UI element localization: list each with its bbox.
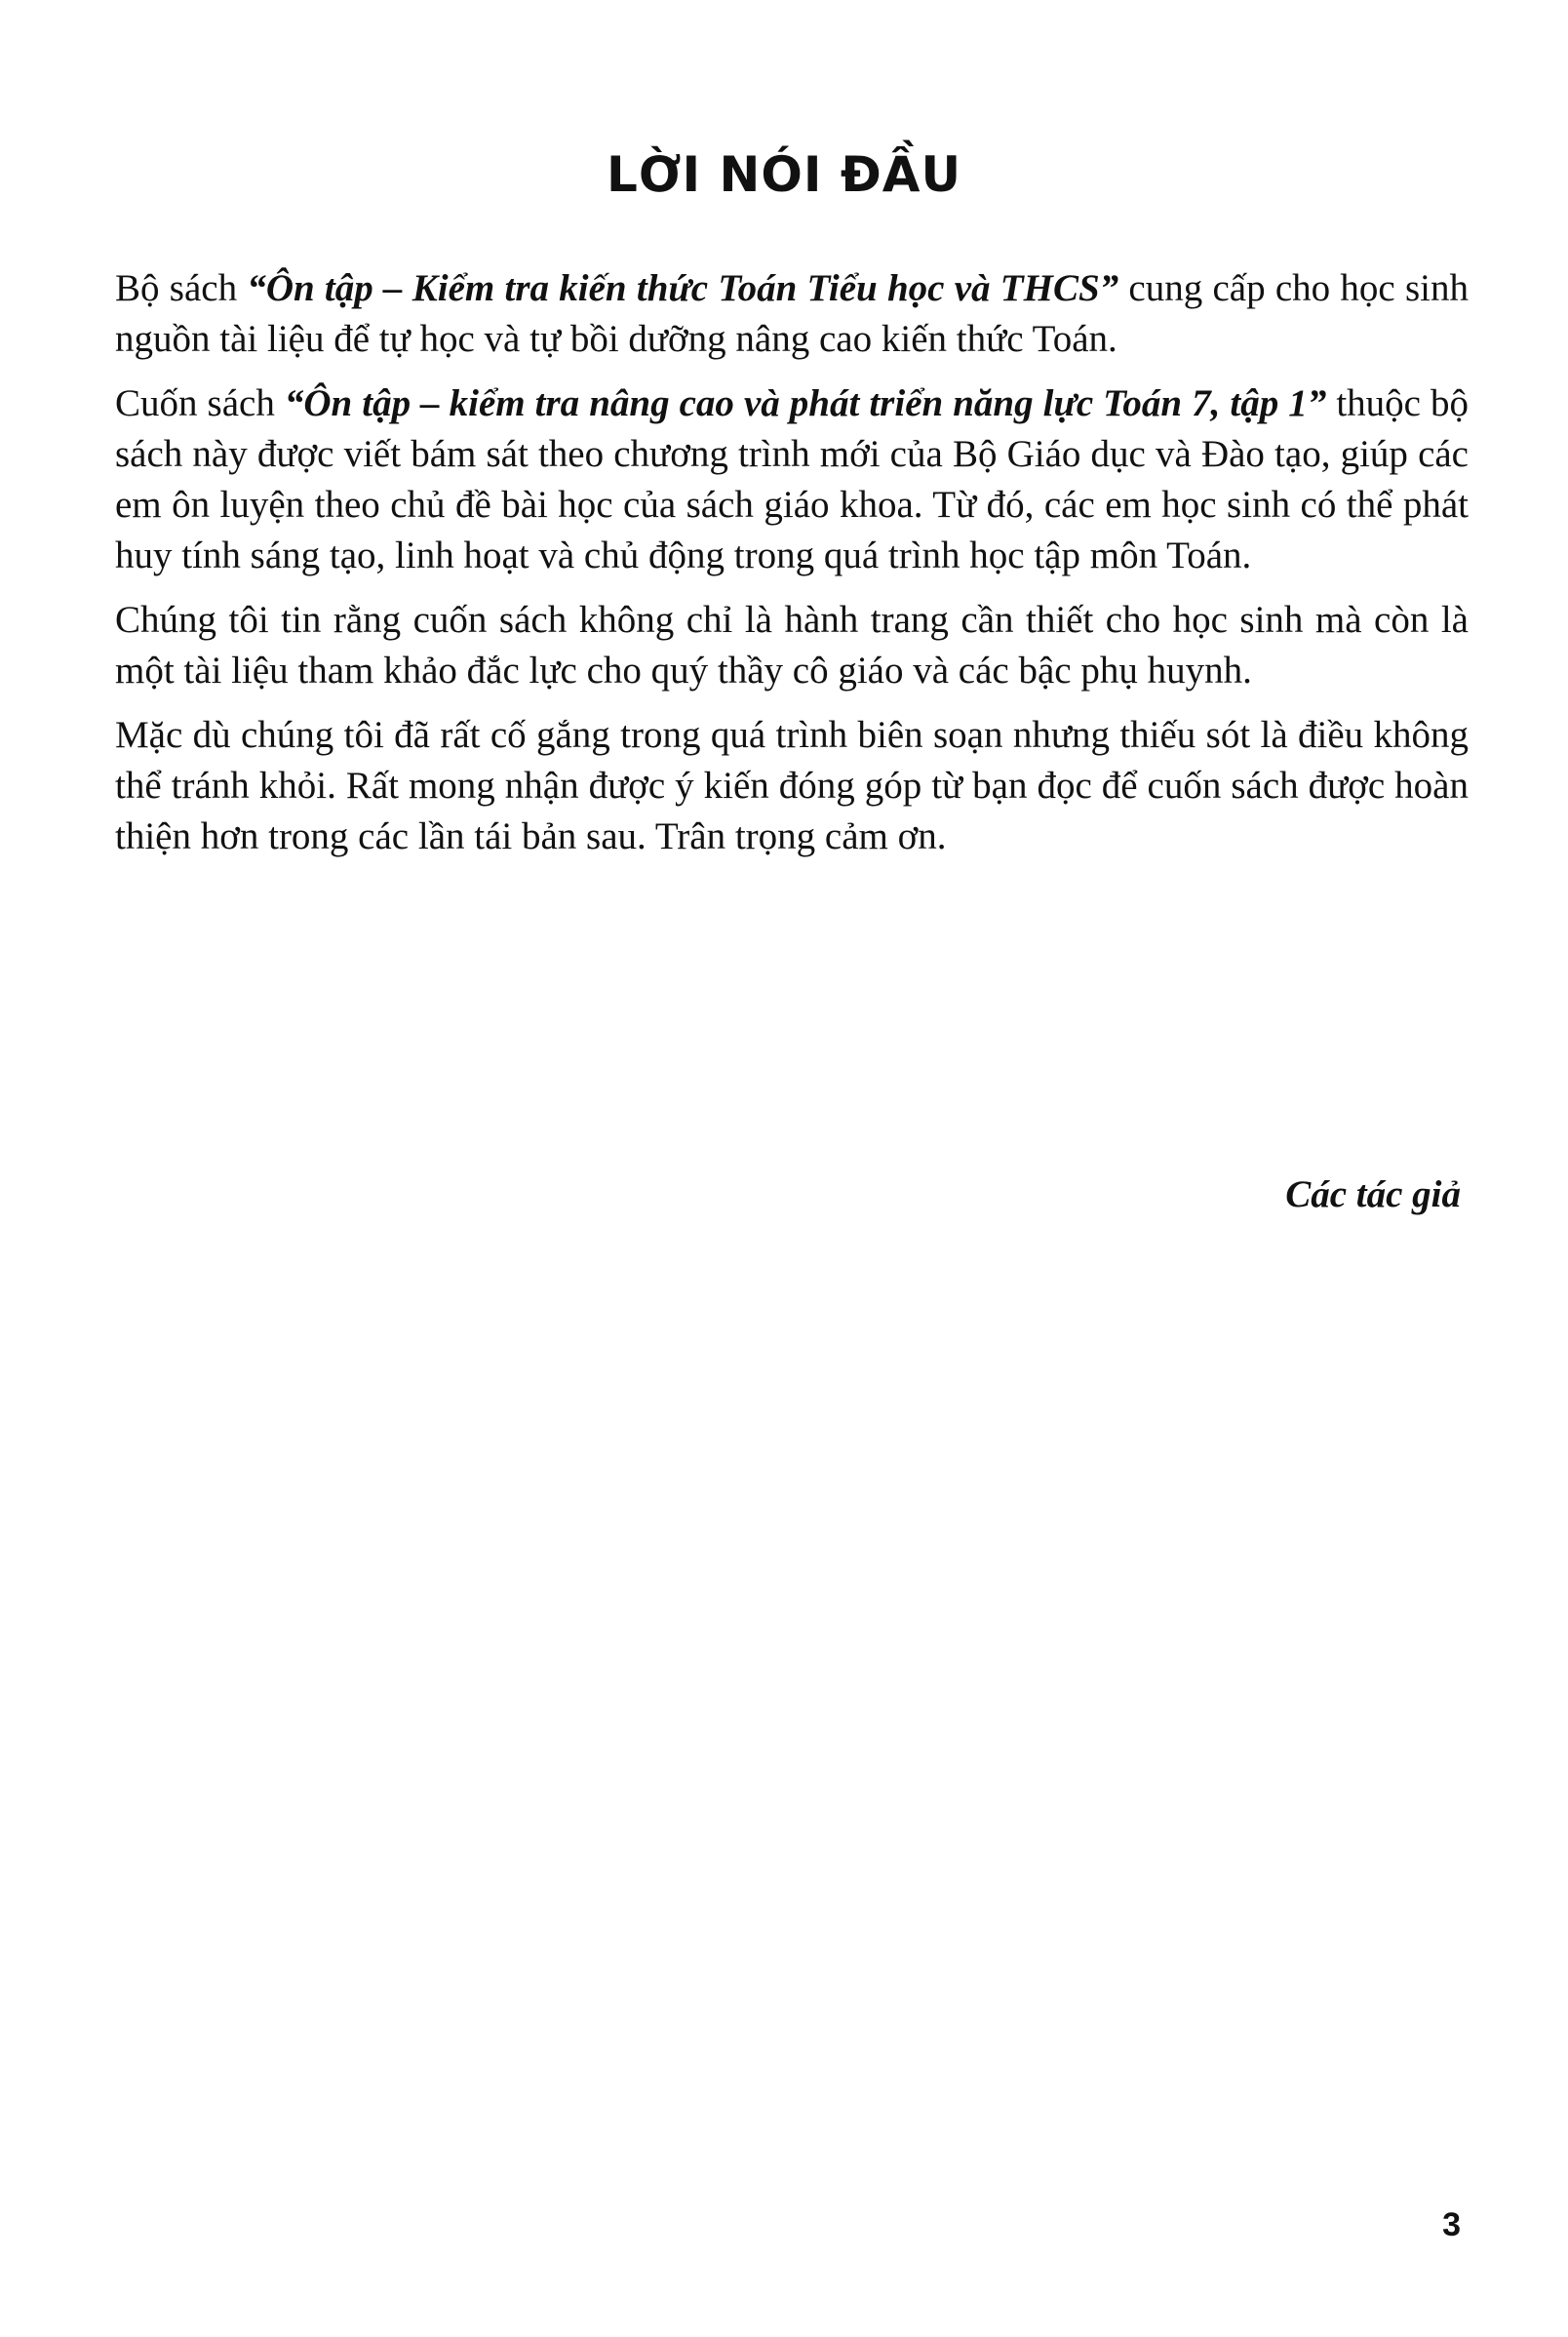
- paragraph-2: [115, 378, 1469, 581]
- page-title: LỜI NÓI ĐẦU: [606, 146, 962, 203]
- paragraph-text: thuộc bộ sách này được viết bám sát theo chương trình mới của Bộ Giáo dục và Đào tạo, giúp các em ôn luyện theo chủ đề bài học của sách giáo khoa. Từ đó, các em học sinh có thể phát huy tính sáng tạo, linh hoạt và chủ động trong quá trình học tập môn Toán.: [115, 382, 1470, 576]
- paragraph-3: [115, 595, 1469, 696]
- paragraph-text: Cuốn sách: [115, 382, 285, 424]
- book-series-title: “Ôn tập – Kiểm tra kiến thức Toán Tiểu học và THCS”: [247, 267, 1119, 309]
- paragraph-text: Bộ sách: [115, 267, 248, 309]
- paragraph-text: Chúng tôi tin rằng cuốn sách không chỉ là hành trang cần thiết cho học sinh mà còn là một tài liệu tham khảo đắc lực cho quý thầy cô giáo và các bậc phụ huynh.: [115, 599, 1469, 692]
- preface-body: [115, 263, 1469, 876]
- paragraph-text: Mặc dù chúng tôi đã rất cố gắng trong quá trình biên soạn nhưng thiếu sót là điều không thể tránh khỏi. Rất mong nhận được ý kiến đóng góp từ bạn đọc để cuốn sách được hoàn thiện hơn trong các lần tái bản sau. Trân trọng cảm ơn.: [115, 714, 1469, 857]
- paragraph-4: [115, 710, 1469, 862]
- paragraph-1: [115, 263, 1469, 365]
- paragraph-text: cung cấp cho học sinh nguồn tài liệu để tự học và tự bồi dưỡng nâng cao kiến thức Toán.: [115, 267, 1469, 360]
- book-title: “Ôn tập – kiểm tra nâng cao và phát triển năng lực Toán 7, tập 1”: [284, 382, 1327, 424]
- author-signature: Các tác giả: [1285, 1173, 1461, 1215]
- page-number: 3: [1442, 2206, 1461, 2243]
